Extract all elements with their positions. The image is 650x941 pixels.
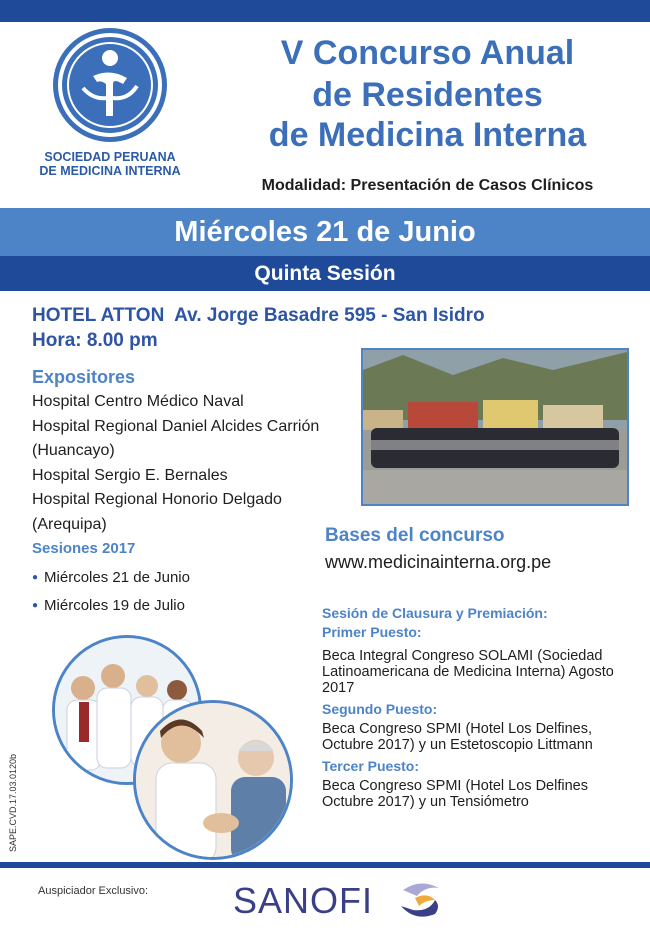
first-prize-text: Beca Integral Congreso SOLAMI (Sociedad Latinoamericana de Medicina Interna) Agosto 2017: [322, 648, 614, 696]
expositores-title: Expositores: [32, 367, 136, 387]
date-band: [0, 208, 650, 256]
venue: [32, 303, 485, 353]
list-item: Hospital Regional Honorio Delgado: [32, 491, 282, 508]
medical-society-emblem-icon: [53, 28, 167, 142]
list-item: Hospital Regional Daniel Alcides Carrión: [32, 417, 320, 435]
third-prize-text: Beca Congreso SPMI (Hotel Los Delfines Octubre 2017) y un Tensiómetro: [322, 778, 588, 810]
list-item: (Arequipa): [32, 515, 107, 533]
session-name: Quinta Sesión: [254, 262, 396, 285]
bottom-bar: [0, 862, 650, 868]
society-logo: [53, 28, 167, 142]
bases-url[interactable]: www.medicinainterna.org.pe: [325, 552, 552, 572]
sesiones-title: Sesiones 2017: [32, 540, 136, 557]
top-bar: [0, 0, 650, 22]
sesiones-list: [32, 565, 190, 621]
logo-text-line2: DE MEDICINA INTERNA: [39, 164, 181, 178]
title-line2: de Residentes: [312, 76, 543, 114]
sponsor-label: Auspiciador Exclusivo:: [38, 885, 149, 897]
second-prize-text: Beca Congreso SPMI (Hotel Los Delfines, Octubre 2017) y un Estetoscopio Littmann: [322, 721, 593, 753]
venue-location: HOTEL ATTON Av. Jorge Basadre 595 - San Isidro: [32, 305, 485, 326]
list-item: Hospital Sergio E. Bernales: [32, 466, 228, 484]
modalidad: Modalidad: Presentación de Casos Clínicos: [261, 177, 594, 194]
event-date: Miércoles 21 de Junio: [174, 216, 476, 248]
sanofi-logo-text: SANOFI: [233, 880, 374, 921]
premios-section: [322, 604, 642, 810]
second-prize-heading: Segundo Puesto:: [322, 701, 438, 717]
list-item: Hospital Centro Médico Naval: [32, 393, 244, 410]
third-prize-heading: Tercer Puesto:: [322, 758, 419, 774]
sanofi-bird-icon: [395, 876, 445, 926]
expositores-list: [32, 390, 319, 537]
list-item: (Huancayo): [32, 442, 115, 459]
group-photo: [361, 348, 629, 506]
premios-title: Sesión de Clausura y Premiación:: [322, 605, 548, 621]
logo-text-line1: SOCIEDAD PERUANA: [44, 150, 176, 164]
title-line1: V Concurso Anual: [280, 34, 575, 72]
bases-title: Bases del concurso: [325, 525, 505, 546]
nurse-patient-photo: [133, 700, 293, 860]
title-line3: de Medicina Interna: [268, 116, 587, 154]
list-item: ● Miércoles 19 de Julio: [32, 593, 190, 621]
list-item: ● Miércoles 21 de Junio: [32, 565, 190, 593]
document-code: SAPE.CVD.17.03.0120b: [8, 753, 18, 852]
session-band: [0, 256, 650, 291]
venue-time: Hora: 8.00 pm: [32, 330, 158, 351]
first-prize-heading: Primer Puesto:: [322, 624, 422, 640]
